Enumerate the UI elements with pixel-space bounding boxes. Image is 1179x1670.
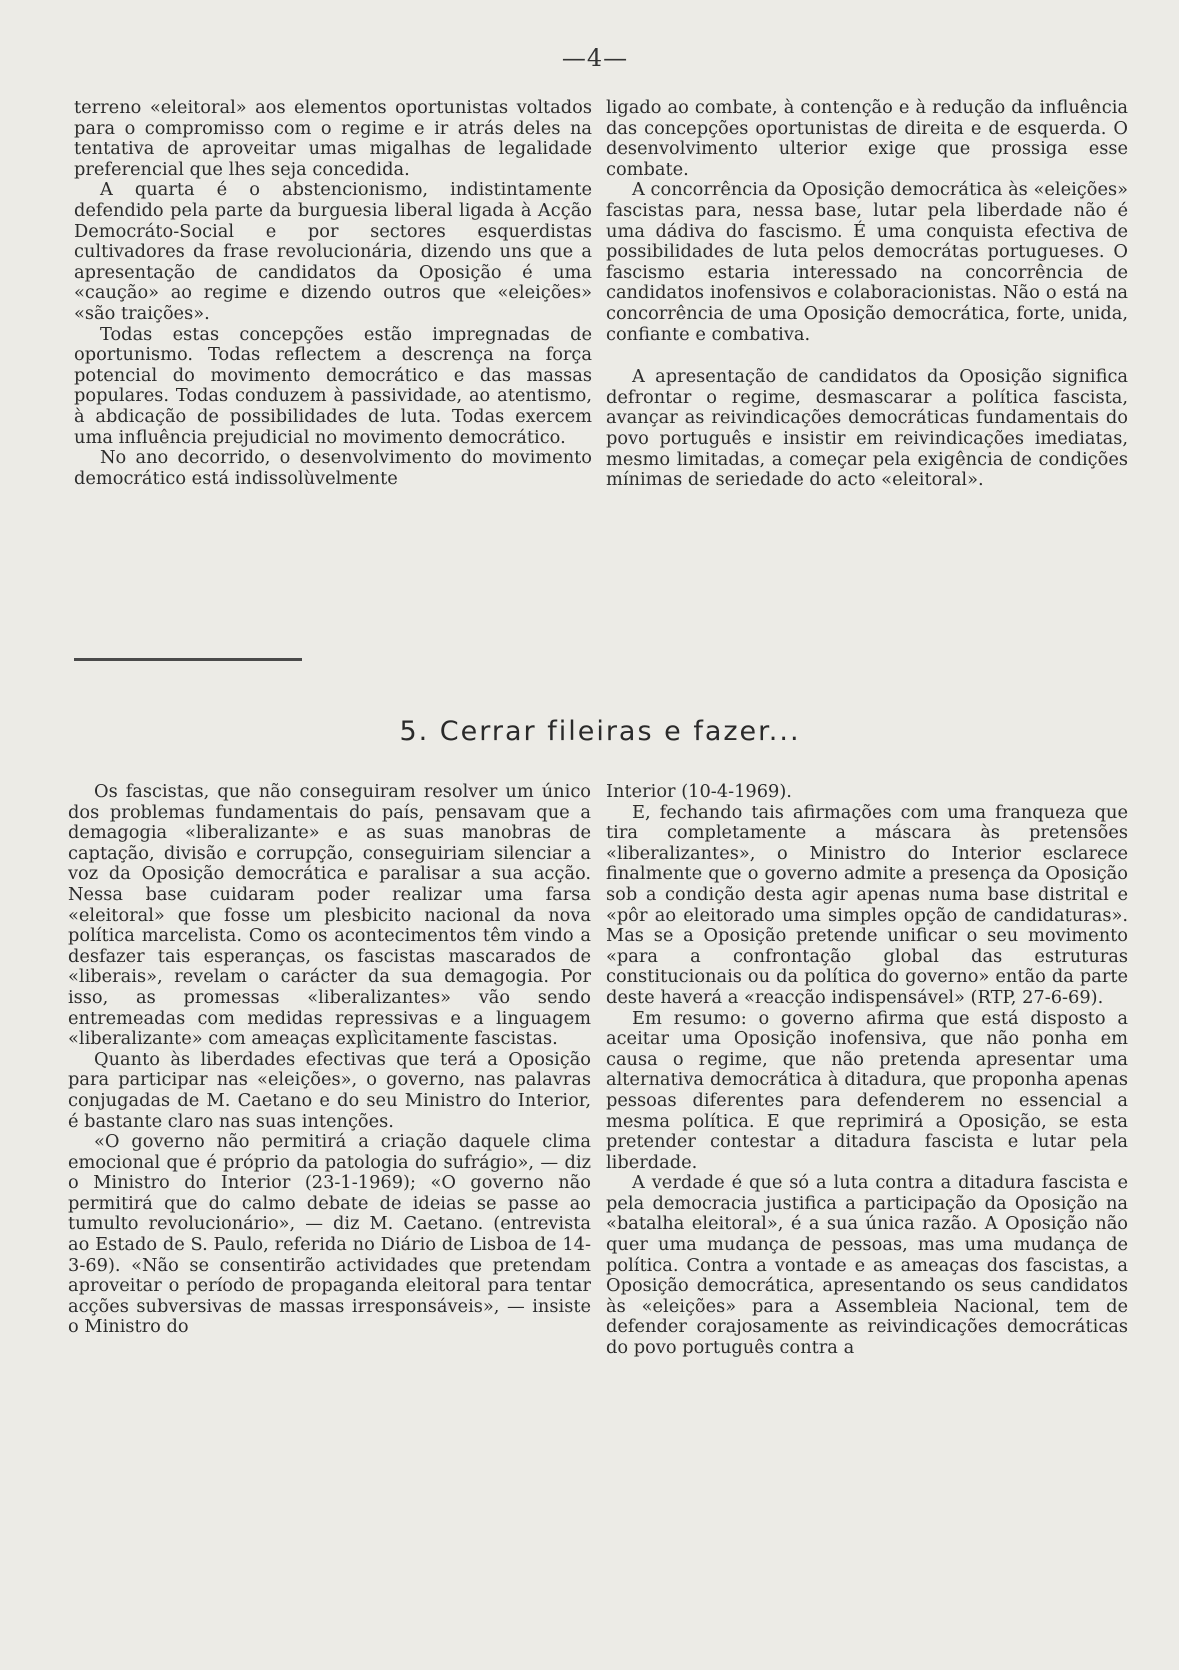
paragraph: A concorrência da Oposição democrática às «eleições» fascistas para, nessa base, lutar pela liberdade não é uma dádiva do fascismo. É uma conquista efectiva de possibilidades de luta pelos democrátas portugueses. O fascismo estaria interessado na concorrência de candidatos inofensivos e colaboracionistas. Não o está na concorrência de uma Oposição democrática, forte, unida, confiante e combativa. bbox=[606, 179, 1128, 345]
paragraph: A apresentação de candidatos da Oposição significa defrontar o regime, desmascarar a política fascista, avançar as reivindicações democráticas fundamentais do povo português e insistir em reivindicações imediatas, mesmo limitadas, a começar pela exigência de condições mínimas de seriedade do acto «eleitoral». bbox=[606, 366, 1128, 491]
paragraph: Quanto às liberdades efectivas que terá a Oposição para participar nas «eleições», o governo, nas palavras conjugadas de M. Caetano e do seu Ministro do Interior, é bastante claro nas suas intenções. bbox=[68, 1048, 591, 1132]
bottom-right-column bbox=[606, 782, 1128, 1359]
section-divider bbox=[74, 658, 302, 661]
paragraph: Em resumo: o governo afirma que está disposto a aceitar uma Oposição inofensiva, que não ponha em causa o regime, que não pretenda apresentar uma alternativa democrática à ditadura, que proponha apenas pessoas diferentes para defenderem no essencial a mesma política. E que reprimirá a Oposição, se esta pretender contestar a ditadura fascista e lutar pela liberdade. bbox=[606, 1007, 1128, 1173]
paragraph: No ano decorrido, o desenvolvimento do movimento democrático está indissolùvelmente bbox=[74, 447, 592, 489]
page-number: —4— bbox=[561, 44, 629, 72]
paragraph: A verdade é que só a luta contra a ditadura fascista e pela democracia justifica a participação da Oposição na «batalha eleitoral», é a sua única razão. A Oposição não quer uma mudança de pessoas, mas uma mudança de política. Contra a vontade e as ameaças dos fascistas, a Oposição democrática, apresentando os seus candidatos às «eleições» para a Assembleia Nacional, tem de defender corajosamente as reivindicações democráticas do povo português contra a bbox=[606, 1172, 1128, 1359]
paragraph: ligado ao combate, à contenção e à redução da influência das concepções oportunistas de direita e de esquerda. O desenvolvimento ulterior exige que prossiga esse combate. bbox=[606, 97, 1128, 180]
top-left-column bbox=[74, 98, 592, 489]
paragraph: A quarta é o abstencionismo, indistintamente defendido pela parte da burguesia liberal ligada à Acção Democráto-Social e por sectores esquerdistas cultivadores da frase revolucionária, dizendo uns que a apresentação de candidatos da Oposição é uma «caução» ao regime e dizendo outros que «eleições» «são traições». bbox=[74, 179, 592, 324]
paragraph: terreno «eleitoral» aos elementos oportunistas voltados para o compromisso com o regime e ir atrás deles na tentativa de aproveitar umas migalhas de legalidade preferencial que lhes seja concedida. bbox=[74, 97, 592, 180]
paragraph: Todas estas concepções estão impregnadas de oportunismo. Todas reflectem a descrença na força potencial do movimento democrático e das massas populares. Todas conduzem à passividade, ao atentismo, à abdicação de possibilidades de luta. Todas exercem uma influência prejudicial no movimento democrático. bbox=[74, 323, 592, 448]
paragraph: Interior (10-4-1969). bbox=[606, 781, 792, 802]
top-right-column bbox=[606, 98, 1128, 491]
section-heading: 5. Cerrar fileiras e fazer... bbox=[399, 716, 801, 747]
paragraph: «O governo não permitirá a criação daquele clima emocional que é próprio da patologia do sufrágio», — diz o Ministro do Interior (23-1-1969); «O governo não permitirá que do calmo debate de ideias se passe ao tumulto revolucionário», — diz M. Caetano. (entrevista ao Estado de S. Paulo, referida no Diário de Lisboa de 14-3-69). «Não se consentirão actividades que pretendam aproveitar o período de propaganda eleitoral para tentar acções subversivas de massas irresponsáveis», — insiste o Ministro do bbox=[68, 1131, 591, 1338]
bottom-left-column bbox=[68, 782, 591, 1338]
paragraph: E, fechando tais afirmações com uma franqueza que tira completamente a máscara às pretensões «liberalizantes», o Ministro do Interior esclarece finalmente que o governo admite a presença da Oposição sob a condição desta agir apenas numa base distrital e «pôr ao eleitorado uma simples opção de candidaturas». Mas se a Oposição pretende unificar o seu movimento «para a confrontação global das estruturas constitucionais ou da política do governo» então da parte deste haverá a «reacção indispensável» (RTP, 27-6-69). bbox=[606, 801, 1128, 1008]
paragraph: Os fascistas, que não conseguiram resolver um único dos problemas fundamentais do país, pensavam que a demagogia «liberalizante» e as suas manobras de captação, divisão e corrupção, conseguiriam silenciar a voz da Oposição democrática e paralisar a sua acção. Nessa base cuidaram poder realizar uma farsa «eleitoral» que fosse um plesbicito nacional da nova política marcelista. Como os acontecimentos têm vindo a desfazer tais esperanças, os fascistas mascarados de «liberais», revelam o carácter da sua demagogia. Por isso, as promessas «liberalizantes» vão sendo entremeadas com medidas repressivas e a linguagem «liberalizante» com ameaças explìcitamente fascistas. bbox=[68, 781, 591, 1050]
